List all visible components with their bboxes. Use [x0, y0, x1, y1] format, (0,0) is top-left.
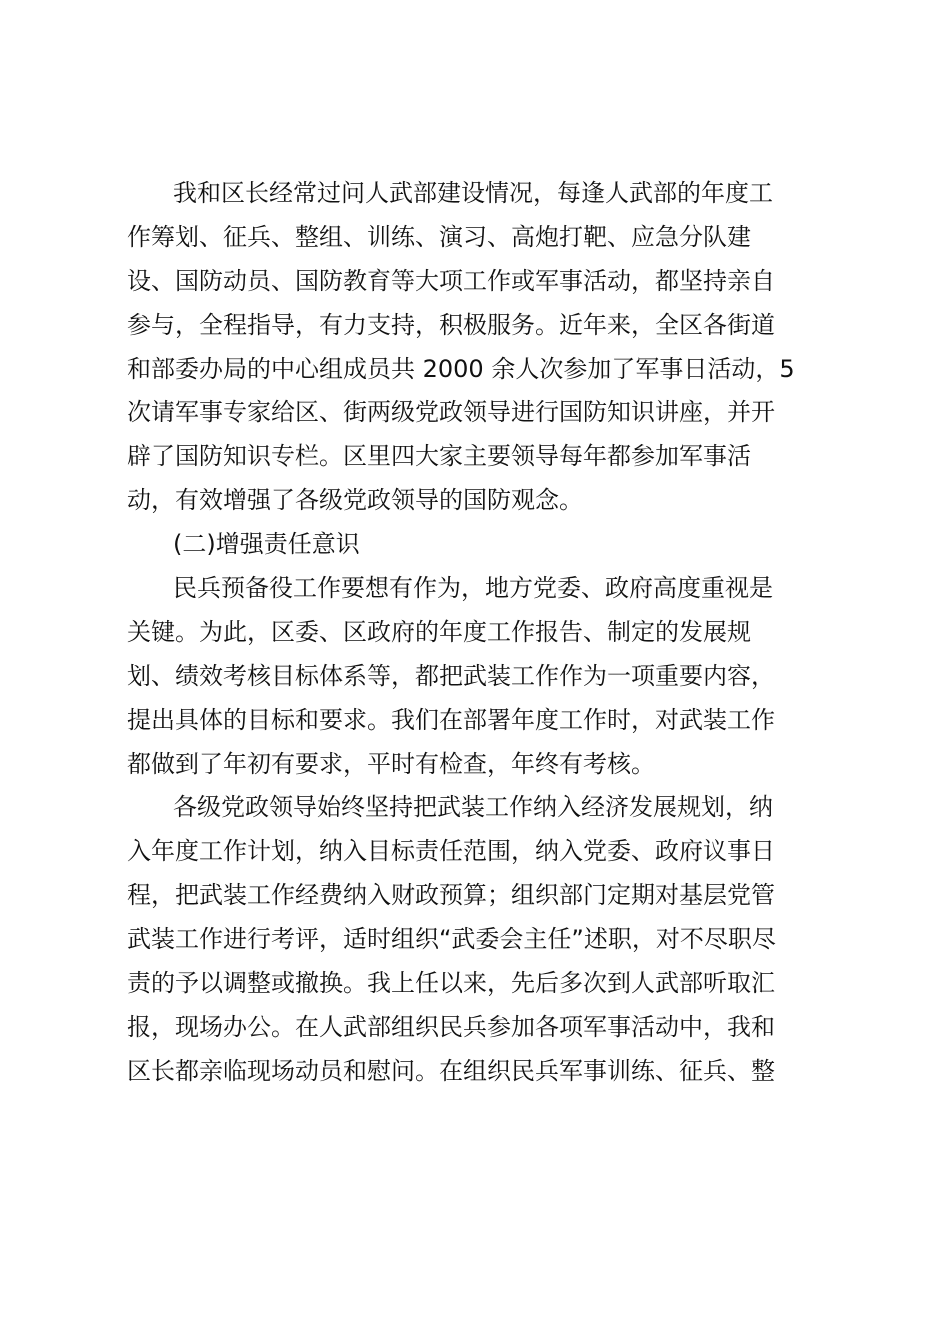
text-line: 都做到了年初有要求，平时有检查，年终有考核。: [127, 749, 655, 778]
text-line: 武装工作进行考评，适时组织“武委会主任”述职，对不尽职尽: [127, 925, 776, 954]
section-heading: (二)增强责任意识: [173, 530, 360, 559]
text-line: 提出具体的目标和要求。我们在部署年度工作时，对武装工作: [127, 705, 775, 734]
text-line: 入年度工作计划，纳入目标责任范围，纳入党委、政府议事日: [127, 837, 775, 866]
text-line: 关键。为此，区委、区政府的年度工作报告、制定的发展规: [127, 617, 751, 646]
text-line: 辟了国防知识专栏。区里四大家主要领导每年都参加军事活: [127, 442, 751, 471]
text-line: 各级党政领导始终坚持把武装工作纳入经济发展规划，纳: [173, 793, 773, 822]
text-line: 作筹划、征兵、整组、训练、演习、高炮打靶、应急分队建: [127, 222, 751, 251]
text-line: 参与，全程指导，有力支持，积极服务。近年来，全区各街道: [127, 310, 775, 339]
text-line: 次请军事专家给区、街两级党政领导进行国防知识讲座，并开: [127, 398, 775, 427]
text-line: 动，有效增强了各级党政领导的国防观念。: [127, 486, 583, 515]
text-line: 和部委办局的中心组成员共 2000 余人次参加了军事日活动，5: [127, 354, 795, 383]
text-line: 设、国防动员、国防教育等大项工作或军事活动，都坚持亲自: [127, 266, 775, 295]
text-line: 区长都亲临现场动员和慰问。在组织民兵军事训练、征兵、整: [127, 1056, 775, 1085]
text-line: 报，现场办公。在人武部组织民兵参加各项军事活动中，我和: [127, 1012, 775, 1041]
text-line: 责的予以调整或撤换。我上任以来，先后多次到人武部听取汇: [127, 969, 775, 998]
text-line: 民兵预备役工作要想有作为，地方党委、政府高度重视是: [173, 574, 773, 603]
text-line: 我和区长经常过问人武部建设情况，每逢人武部的年度工: [173, 179, 773, 207]
body-text: [127, 172, 827, 1094]
text-line: 程，把武装工作经费纳入财政预算；组织部门定期对基层党管: [127, 881, 775, 910]
text-line: 划、绩效考核目标体系等，都把武装工作作为一项重要内容，: [127, 661, 775, 690]
